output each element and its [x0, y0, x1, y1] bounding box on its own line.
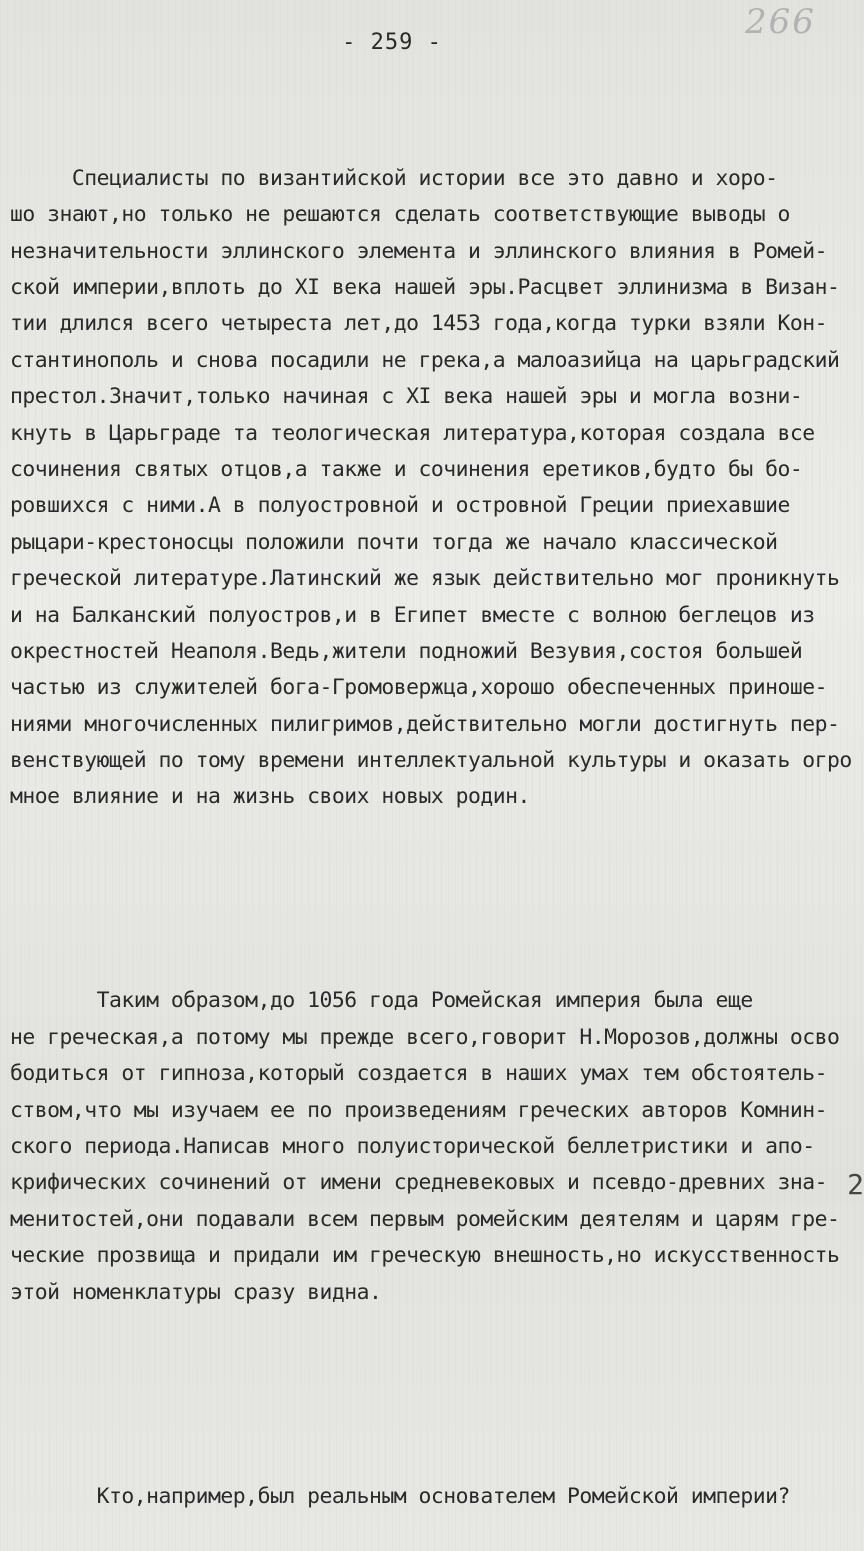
page-number: - 259 - — [342, 30, 442, 55]
text-line: не греческая,а потому мы прежде всего,говорит Н.Морозов,должны осво — [10, 1024, 840, 1050]
text-line: престол.Значит,только начиная с XI века нашей эры и могла возни- — [10, 384, 803, 410]
paragraph-3 — [10, 1479, 864, 1515]
text-line: греческой литературе.Латинский же язык действительно мог проникнуть — [10, 566, 840, 592]
text-line: окрестностей Неаполя.Ведь,жители подножий Везувия,состоя большей — [10, 638, 803, 664]
document-body — [10, 88, 864, 1551]
text-line: ниями многочисленных пилигримов,действительно могли достигнуть пер- — [10, 711, 840, 737]
text-line: этой номенклатуры сразу видна. — [10, 1279, 382, 1305]
text-line: венствующей по тому времени интеллектуальной культуры и оказать огро — [10, 748, 852, 774]
text-line: рыцари-крестоносцы положили почти тогда же начало классической — [10, 529, 778, 555]
text-line: крифических сочинений от имени средневековых и псевдо-древних зна- — [10, 1170, 827, 1196]
text-line: бодиться от гипноза,который создается в наших умах тем обстоятель- — [10, 1061, 827, 1087]
margin-mark: 2 — [847, 1168, 864, 1201]
text-line: тии длился всего четыреста лет,до 1453 года,когда турки взяли Кон- — [10, 311, 827, 337]
text-line: частью из служителей бога-Громовержца,хорошо обеспеченных приноше- — [10, 675, 827, 701]
archive-page-number: 266 — [745, 2, 816, 42]
text-line: стантинополь и снова посадили не грека,а малоазийца на царьградский — [10, 347, 840, 373]
text-line: ровшихся с ними.А в полуостровной и островной Греции приехавшие — [10, 493, 790, 519]
paragraph-2 — [10, 983, 864, 1311]
text-line: менитостей,они подавали всем первым ромейским деятелям и царям гре- — [10, 1206, 840, 1232]
text-line: Специалисты по византийской истории все это давно и хоро- — [10, 165, 778, 191]
text-line: Кто,например,был реальным основателем Ромейской империи? — [10, 1483, 790, 1509]
text-line: незначительности эллинского элемента и эллинского влияния в Ромей- — [10, 238, 827, 264]
text-line: ством,что мы изучаем ее по произведениям греческих авторов Комнин- — [10, 1097, 827, 1123]
text-line: сочинения святых отцов,а также и сочинения еретиков,будто бы бо- — [10, 456, 803, 482]
text-line: шо знают,но только не решаются сделать соответствующие выводы о — [10, 202, 790, 228]
text-line: ского периода.Написав много полуисторической беллетристики и апо- — [10, 1134, 815, 1160]
text-line: и на Балканский полуостров,и в Египет вместе с волною беглецов из — [10, 602, 815, 628]
text-line: Таким образом,до 1056 года Ромейская империя была еще — [10, 988, 753, 1014]
text-line: ческие прозвища и придали им греческую внешность,но искусственность — [10, 1243, 840, 1269]
text-line: кнуть в Царьграде та теологическая литература,которая создала все — [10, 420, 815, 446]
text-line: ской империи,вплоть до XI века нашей эры.Расцвет эллинизма в Визан- — [10, 274, 840, 300]
text-line: мное влияние и на жизнь своих новых родин. — [10, 784, 530, 810]
paragraph-1 — [10, 161, 864, 816]
